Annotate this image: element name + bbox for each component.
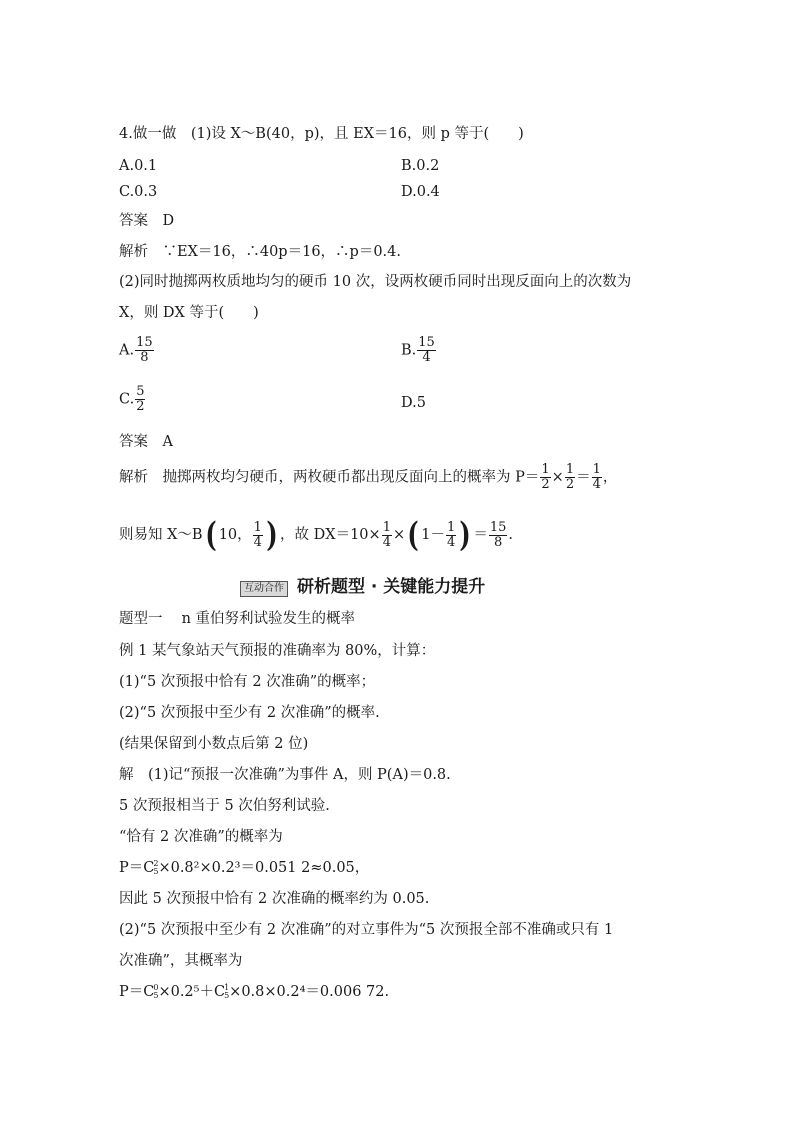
left-paren: ( xyxy=(407,515,419,555)
analysis-2-line-b: 则易知 X～B( 10， $\frac{1}{4}$ ) ，故 DX＝10× $\frac{1}{4}$ ×( 1－ $\frac{1}{4}$ ) ＝ $\frac{15}{8}$ . xyxy=(119,515,513,555)
part2-option-c: C. $\frac{5}{2}$ xyxy=(119,384,145,414)
combination-index: 0 5 xyxy=(153,983,159,1000)
solution-line-7: 次准确”，其概率为 xyxy=(119,953,243,969)
example-q2: (2)“5 次预报中至少有 2 次准确”的概率. xyxy=(119,705,380,721)
fraction: $\frac{1}{4}$ xyxy=(253,519,262,550)
solution-line-2: 5 次预报相当于 5 次伯努利试验. xyxy=(119,798,330,814)
section-title: 研析题型 · 关键能力提升 xyxy=(297,577,486,597)
section-badge: 互动合作 xyxy=(240,581,288,597)
solution-line-6: (2)“5 次预报中至少有 2 次准确”的对立事件为“5 次预报全部不准确或只有 1 xyxy=(119,922,614,938)
part2-option-d: D.5 xyxy=(401,395,426,411)
solution-line-1: 解 (1)记“预报一次准确”为事件 A，则 P(A)＝0.8. xyxy=(119,767,451,783)
solution-line-5: 因此 5 次预报中恰有 2 次准确的概率约为 0.05. xyxy=(119,891,430,907)
solution-line-4: P＝C 2 5 ×0.8²×0.2³＝0.051 2≈0.05， xyxy=(119,859,370,876)
fraction: $\frac{5}{2}$ xyxy=(136,384,145,414)
example-q1: (1)“5 次预报中恰有 2 次准确”的概率； xyxy=(119,674,376,690)
fraction: $\frac{15}{8}$ xyxy=(489,519,507,550)
fraction: $\frac{1}{4}$ xyxy=(446,519,456,550)
example-1: 例 1 某气象站天气预报的准确率为 80%，计算： xyxy=(119,643,436,659)
part2-option-b: B. $\frac{15}{4}$ xyxy=(401,335,435,365)
solution-line-3: “恰有 2 次准确”的概率为 xyxy=(119,829,283,845)
fraction: $\frac{15}{4}$ xyxy=(418,335,435,365)
fraction: $\frac{1}{4}$ xyxy=(592,462,601,492)
analysis-2: 解析 抛掷两枚均匀硬币，两枚硬币都出现反面向上的概率为 P＝ $\frac{1}{2}$ × $\frac{1}{2}$ ＝ $\frac{1}{4}$ ， xyxy=(119,462,618,492)
fraction: $\frac{15}{8}$ xyxy=(136,335,153,365)
part2-line1: (2)同时抛掷两枚质地均匀的硬币 10 次，设两枚硬币同时出现反面向上的次数为 xyxy=(119,274,632,290)
option-c: C.0.3 xyxy=(119,184,158,200)
fraction: $\frac{1}{4}$ xyxy=(382,519,391,550)
right-paren: ) xyxy=(266,515,278,555)
part2-line2: X，则 DX 等于( ) xyxy=(119,305,259,321)
right-paren: ) xyxy=(459,515,471,555)
left-paren: ( xyxy=(205,515,217,555)
answer-1: 答案 D xyxy=(119,213,175,229)
part2-option-a: A. $\frac{15}{8}$ xyxy=(119,335,153,365)
analysis-1: 解析 ∵EX＝16，∴40p＝16，∴p＝0.4. xyxy=(119,244,401,260)
option-b: B.0.2 xyxy=(401,158,440,174)
option-d: D.0.4 xyxy=(401,184,440,200)
option-a: A.0.1 xyxy=(119,158,158,174)
solution-line-8: P＝C 0 5 ×0.2⁵＋C 1 5 ×0.8×0.2⁴＝0.006 72. xyxy=(119,983,390,1000)
fraction: $\frac{1}{2}$ xyxy=(565,462,575,492)
answer-2: 答案 A xyxy=(119,434,173,450)
example-note: (结果保留到小数点后第 2 位) xyxy=(119,736,309,752)
fraction: $\frac{1}{2}$ xyxy=(541,462,550,492)
topic-heading: 题型一 n 重伯努利试验发生的概率 xyxy=(119,611,356,627)
q4-stem: 4.做一做 (1)设 X～B(40，p)，且 EX＝16，则 p 等于( ) xyxy=(119,126,524,142)
combination-index: 2 5 xyxy=(153,859,159,876)
combination-index: 1 5 xyxy=(224,983,230,1000)
